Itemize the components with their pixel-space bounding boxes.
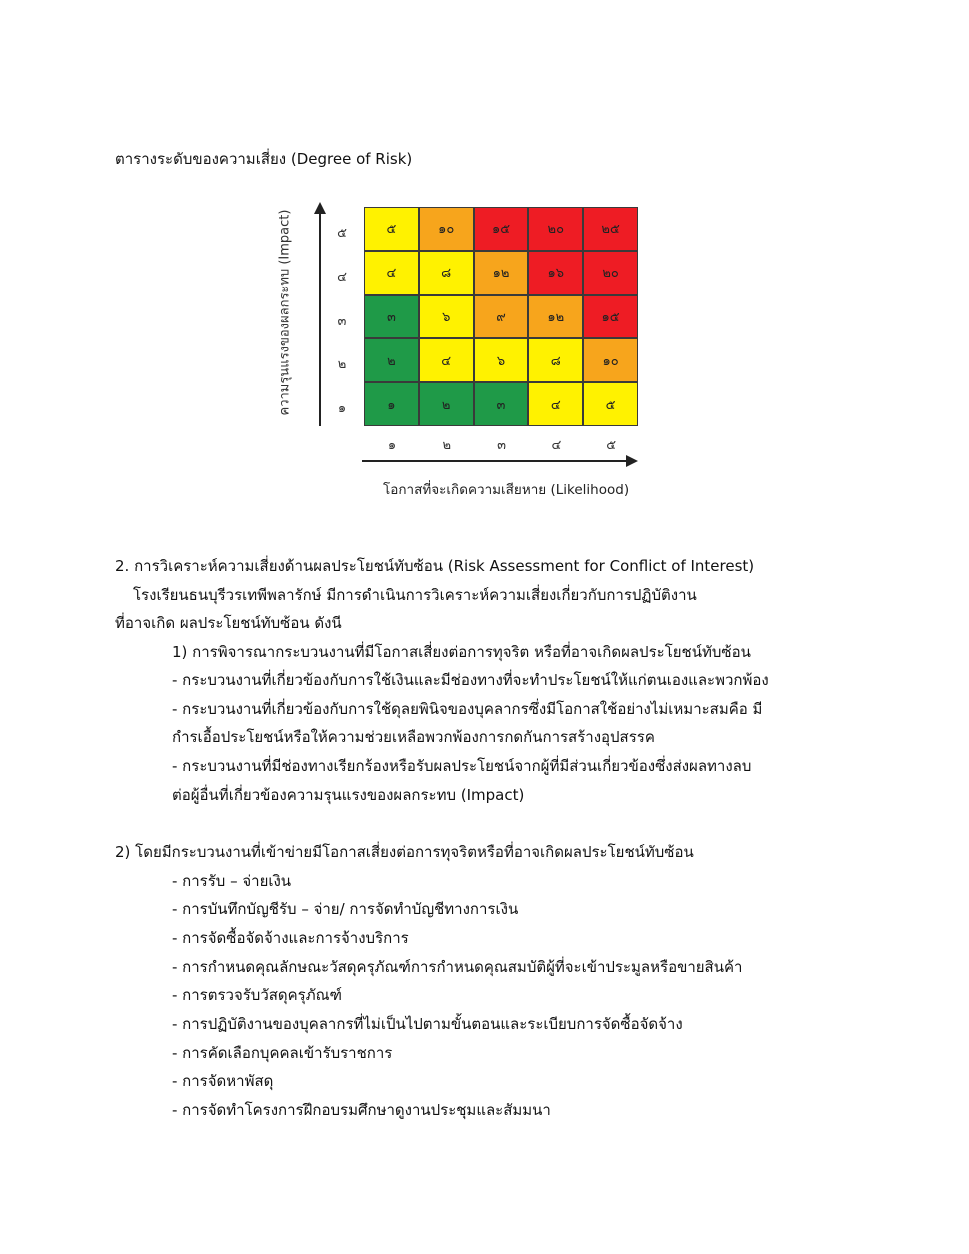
item-2-heading: 2) โดยมีกระบวนงานที่เข้าข่ายมีโอกาสเสี่ยงต่อการทุจริตหรือที่อาจเกิดผลประโยชน์ทับซ้อน xyxy=(115,843,694,861)
item-2-bullet: - การรับ – จ่ายเงิน xyxy=(172,872,292,890)
matrix-cell: ๑๕ xyxy=(474,207,529,251)
item-1-bullet-continued: กำรเอื้อประโยชน์หรือให้ความช่วยเหลือพวกพ้องการกดกันการสร้างอุปสรรค xyxy=(172,728,655,746)
y-tick-label: ๑ xyxy=(337,401,347,417)
item-2-bullet: - การจัดหาพัสดุ xyxy=(172,1072,274,1090)
item-1-bullet: - กระบวนงานที่เกี่ยวข้องกับการใช้ดุลยพินิจของบุคลากรซึ่งมีโอกาสใช้อย่างไม่เหมาะสมคือ มี xyxy=(172,700,763,718)
y-axis-label: ความรุนแรงของผลกระทบ (Impact) xyxy=(277,209,293,416)
item-2-bullet: - การคัดเลือกบุคคลเข้ารับราชการ xyxy=(172,1044,393,1062)
y-tick-label: ๓ xyxy=(337,313,347,329)
item-2-bullet: - การตรวจรับวัสดุครุภัณฑ์ xyxy=(172,986,342,1004)
matrix-cell: ๑๖ xyxy=(528,251,583,295)
matrix-cell: ๒ xyxy=(364,338,419,382)
matrix-cell: ๘ xyxy=(528,338,583,382)
matrix-cell: ๒๕ xyxy=(583,207,638,251)
matrix-cell: ๓ xyxy=(364,295,419,339)
matrix-cell: ๑ xyxy=(364,382,419,426)
risk-matrix-grid xyxy=(364,207,638,426)
section-2-intro-line1: โรงเรียนธนบุรีวรเทพีพลารักษ์ มีการดำเนินการวิเคราะห์ความเสี่ยงเกี่ยวกับการปฏิบัติงาน xyxy=(133,586,697,604)
matrix-cell: ๕ xyxy=(583,382,638,426)
matrix-cell: ๒ xyxy=(419,382,474,426)
matrix-cell: ๖ xyxy=(474,338,529,382)
item-2-bullet: - การจัดทำโครงการฝึกอบรมศึกษาดูงานประชุมและสัมมนา xyxy=(172,1101,551,1119)
y-tick-label: ๒ xyxy=(337,357,347,373)
matrix-cell: ๔ xyxy=(528,382,583,426)
matrix-cell: ๑๐ xyxy=(419,207,474,251)
matrix-cell: ๒๐ xyxy=(583,251,638,295)
matrix-cell: ๒๐ xyxy=(528,207,583,251)
matrix-cell: ๔ xyxy=(419,338,474,382)
y-tick-label: ๕ xyxy=(337,226,347,241)
x-tick-label: ๑ xyxy=(387,438,397,453)
item-2-bullet: - การจัดซื้อจัดจ้างและการจ้างบริการ xyxy=(172,929,409,947)
item-2-bullet: - การกำหนดคุณลักษณะวัสดุครุภัณฑ์การกำหนดคุณสมบัติผู้ที่จะเข้าประมูลหรือขายสินค้า xyxy=(172,958,743,976)
page-title: ตารางระดับของความเสี่ยง (Degree of Risk) xyxy=(115,150,413,168)
matrix-cell: ๑๕ xyxy=(583,295,638,339)
x-tick-label: ๒ xyxy=(442,438,452,453)
x-axis-label: โอกาสที่จะเกิดความเสียหาย (Likelihood) xyxy=(383,482,630,498)
item-1-heading: 1) การพิจารณากระบวนงานที่มีโอกาสเสี่ยงต่อการทุจริต หรือที่อาจเกิดผลประโยชน์ทับซ้อน xyxy=(172,643,751,661)
matrix-cell: ๙ xyxy=(474,295,529,339)
matrix-cell: ๘ xyxy=(419,251,474,295)
matrix-cell: ๑๒ xyxy=(528,295,583,339)
section-2-heading: 2. การวิเคราะห์ความเสี่ยงด้านผลประโยชน์ทับซ้อน (Risk Assessment for Conflict of Interest) xyxy=(115,557,755,575)
x-tick-label: ๕ xyxy=(606,438,617,453)
item-1-bullet: - กระบวนงานที่เกี่ยวข้องกับการใช้เงินและมีช่องทางที่จะทำประโยชน์ให้แก่ตนเองและพวกพ้อง xyxy=(172,671,769,689)
matrix-cell: ๖ xyxy=(419,295,474,339)
matrix-cell: ๔ xyxy=(364,251,419,295)
item-2-bullet: - การบันทึกบัญชีรับ – จ่าย/ การจัดทำบัญชีทางการเงิน xyxy=(172,900,519,918)
matrix-cell: ๑๒ xyxy=(474,251,529,295)
x-tick-label: ๔ xyxy=(551,438,562,453)
matrix-cell: ๑๐ xyxy=(583,338,638,382)
item-1-bullet: - กระบวนงานที่มีช่องทางเรียกร้องหรือรับผลประโยชน์จากผู้ที่มีส่วนเกี่ยวข้องซึ่งส่งผลทางลบ xyxy=(172,757,752,775)
y-tick-label: ๔ xyxy=(337,269,347,285)
matrix-cell: ๕ xyxy=(364,207,419,251)
x-axis-arrowhead xyxy=(626,455,638,467)
x-tick-label: ๓ xyxy=(497,438,507,453)
section-2-intro-line2: ที่อาจเกิด ผลประโยชน์ทับซ้อน ดังนี xyxy=(115,614,342,632)
item-2-bullet: - การปฏิบัติงานของบุคลากรที่ไม่เป็นไปตามขั้นตอนและระเบียบการจัดซื้อจัดจ้าง xyxy=(172,1015,683,1033)
item-1-bullet-continued: ต่อผู้อื่นที่เกี่ยวข้องความรุนแรงของผลกระทบ (Impact) xyxy=(172,786,525,804)
y-axis-arrowhead xyxy=(314,202,326,214)
matrix-cell: ๓ xyxy=(474,382,529,426)
